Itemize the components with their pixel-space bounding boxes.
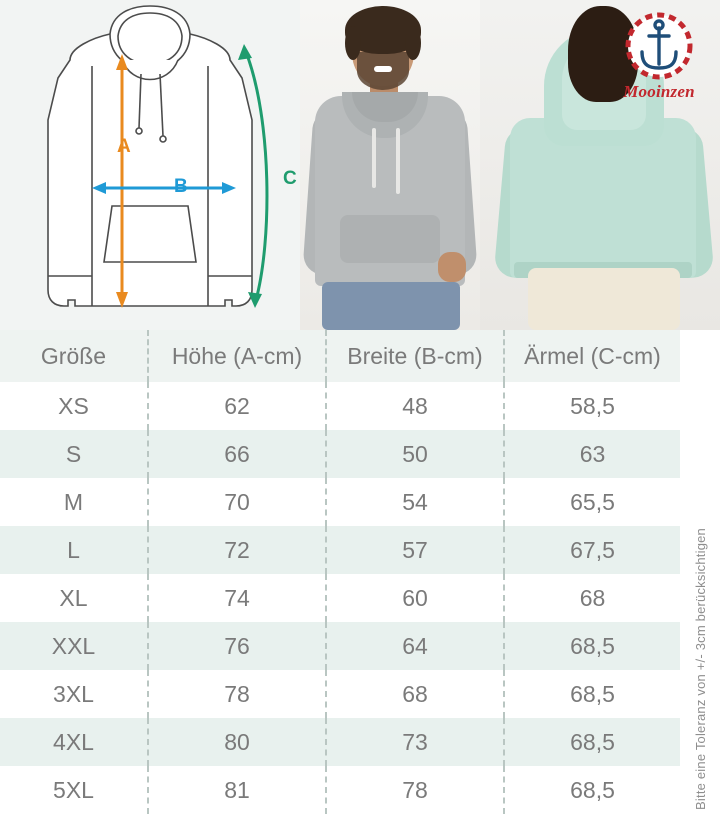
cell-height: 81 — [148, 766, 326, 814]
header-sleeve: Ärmel (C-cm) — [504, 330, 680, 382]
table-header-row — [0, 330, 680, 382]
cell-sleeve: 63 — [504, 430, 680, 478]
header-height: Höhe (A-cm) — [148, 330, 326, 382]
cell-height: 70 — [148, 478, 326, 526]
cell-width: 57 — [326, 526, 504, 574]
cell-sleeve: 68,5 — [504, 766, 680, 814]
cell-size: S — [0, 430, 148, 478]
cell-height: 66 — [148, 430, 326, 478]
model-hair-side-left — [345, 26, 361, 60]
table-row — [0, 478, 680, 526]
cell-size: XXL — [0, 622, 148, 670]
table-row — [0, 574, 680, 622]
table-row — [0, 430, 680, 478]
model-drawstring-right — [396, 128, 400, 194]
cell-width: 54 — [326, 478, 504, 526]
brand-logo — [606, 8, 712, 104]
measure-c-label: C — [283, 168, 297, 189]
cell-width: 64 — [326, 622, 504, 670]
cell-sleeve: 65,5 — [504, 478, 680, 526]
cell-size: XL — [0, 574, 148, 622]
cell-height: 74 — [148, 574, 326, 622]
cell-height: 62 — [148, 382, 326, 430]
back-model-trousers — [528, 268, 680, 330]
model-jeans — [322, 282, 460, 330]
anchor-in-rope-circle-icon — [606, 8, 712, 86]
cell-size: 4XL — [0, 718, 148, 766]
measure-b-label: B — [174, 176, 188, 197]
model-kangaroo-pocket — [340, 215, 440, 263]
table-row — [0, 526, 680, 574]
cell-size: L — [0, 526, 148, 574]
cell-size: 3XL — [0, 670, 148, 718]
header-width: Breite (B-cm) — [326, 330, 504, 382]
size-table — [0, 330, 680, 814]
tolerance-note — [682, 330, 718, 810]
cell-sleeve: 67,5 — [504, 526, 680, 574]
cell-width: 60 — [326, 574, 504, 622]
cell-size: 5XL — [0, 766, 148, 814]
model-mouth — [374, 66, 392, 72]
cell-sleeve: 68,5 — [504, 718, 680, 766]
front-model-photo — [300, 0, 480, 330]
measure-c-arc — [0, 0, 300, 330]
table-row — [0, 382, 680, 430]
cell-width: 78 — [326, 766, 504, 814]
cell-height: 80 — [148, 718, 326, 766]
cell-sleeve: 68,5 — [504, 670, 680, 718]
cell-sleeve: 58,5 — [504, 382, 680, 430]
measure-a-label: A — [117, 136, 131, 157]
cell-height: 76 — [148, 622, 326, 670]
cell-sleeve: 68,5 — [504, 622, 680, 670]
cell-width: 68 — [326, 670, 504, 718]
cell-height: 72 — [148, 526, 326, 574]
cell-width: 50 — [326, 430, 504, 478]
brand-name: Mooinzen — [623, 82, 695, 101]
cell-size: M — [0, 478, 148, 526]
cell-width: 48 — [326, 382, 504, 430]
header-size: Größe — [0, 330, 148, 382]
hoodie-diagram-panel — [0, 0, 300, 330]
model-hand-right — [438, 252, 466, 282]
table-row — [0, 622, 680, 670]
table-row — [0, 766, 680, 814]
cell-sleeve: 68 — [504, 574, 680, 622]
tolerance-note-text: Bitte eine Toleranz von +/- 3cm berücksichtigen — [692, 528, 708, 810]
table-row — [0, 670, 680, 718]
cell-size: XS — [0, 382, 148, 430]
cell-width: 73 — [326, 718, 504, 766]
table-row — [0, 718, 680, 766]
model-hair-side-right — [405, 26, 421, 60]
cell-height: 78 — [148, 670, 326, 718]
model-drawstring-left — [372, 128, 376, 188]
